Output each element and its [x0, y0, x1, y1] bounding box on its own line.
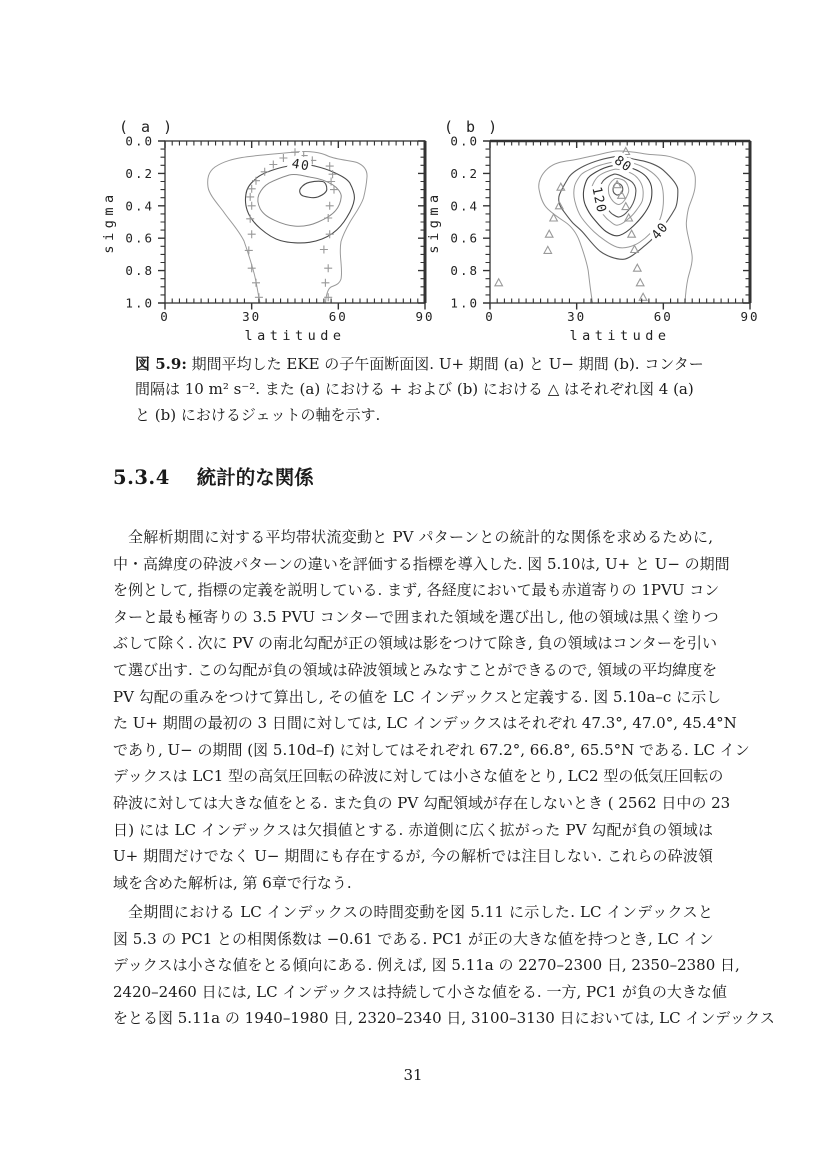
panel-b-svg — [420, 110, 765, 355]
caption-line: と (b) におけるジェットの軸を示す. — [135, 405, 381, 424]
contour-label-40: 40 — [290, 156, 312, 175]
panel-a-label: ( a ) — [119, 118, 175, 136]
y-tick: 0.2 — [450, 165, 479, 181]
text-line: デックスは LC1 型の高気圧回転の砕波に対しては小さな値をとり, LC2 型の低気圧回転の — [113, 767, 724, 786]
x-tick: 60 — [328, 309, 348, 324]
contour-plot-panel-a — [95, 110, 440, 355]
x-axis-label: latitude — [244, 328, 346, 344]
contour-label-40: 40 — [648, 219, 672, 243]
text-line: U+ 期間だけでなく U− 期間にも存在するが, 今の解析では注目しない. これらの砕波領 — [113, 847, 713, 866]
panel-b-contours — [539, 151, 696, 303]
text-line: デックスは小さな値をとる傾向にある. 例えば, 図 5.11a の 2270–2300 日, 2350–2380 日, — [113, 956, 740, 975]
text-line: 全解析期間に対する平均帯状流変動と PV パターンとの統計的な関係を求めるために, — [128, 528, 713, 546]
text-line: 域を含めた解析は, 第 6章で行なう. — [113, 873, 352, 892]
text-line: 砕波に対しては大きな値をとる. また負の PV 勾配領域が存在しないとき ( 2562 日中の 23 — [113, 793, 731, 812]
y-tick: 1.0 — [125, 295, 154, 311]
section-heading — [113, 462, 314, 490]
y-tick: 0.6 — [450, 230, 479, 246]
x-tick: 30 — [242, 309, 262, 324]
panel-b-tick-labels — [450, 134, 759, 325]
caption-text: 期間平均した EKE の子午面断面図. U+ 期間 (a) と U− 期間 (b). コンター — [191, 355, 704, 373]
y-axis-label: sigma — [101, 190, 117, 254]
text-line: であり, U− の期間 (図 5.10d–f) に対してはそれぞれ 67.2°, 66.8°, 65.5°N である. LC イン — [113, 740, 750, 759]
text-line: を例として, 指標の定義を説明している. まず, 各経度において最も赤道寄りの 1PVU コン — [113, 581, 720, 600]
text-line: 全期間における LC インデックスの時間変動を図 5.11 に示した. LC インデックスと — [128, 903, 713, 921]
x-tick: 90 — [415, 309, 435, 324]
y-tick: 1.0 — [450, 295, 479, 311]
text-line: PV 勾配の重みをつけて算出し, その値を LC インデックスと定義する. 図 5.10a–c に示し — [113, 687, 722, 706]
x-tick: 60 — [653, 309, 673, 324]
contour-plot-panel-b — [420, 110, 765, 355]
paragraph-2 — [113, 899, 775, 1032]
section-number: 5.3.4 — [113, 466, 170, 489]
y-tick: 0.0 — [125, 133, 154, 149]
panel-a-contours — [208, 151, 367, 303]
text-line: ぶして除く. 次に PV の南北勾配が正の領域は影をつけて除き, 負の領域はコンターを引い — [113, 634, 717, 653]
contour-line — [539, 151, 696, 303]
caption-label: 図 5.9: — [135, 355, 187, 373]
text-line: 日) には LC インデックスは欠損値とする. 赤道側に広く拡がった PV 勾配が負の領域は — [113, 820, 713, 839]
x-tick: 0 — [485, 309, 495, 324]
triangle-marker — [495, 148, 630, 286]
caption-line — [135, 352, 704, 377]
figure-caption — [135, 352, 704, 428]
y-tick: 0.2 — [125, 165, 154, 181]
panel-a-svg — [95, 110, 440, 355]
contour-line — [300, 181, 327, 197]
y-tick: 0.6 — [125, 230, 154, 246]
x-tick: 0 — [160, 309, 170, 324]
section-title: 統計的な関係 — [196, 466, 314, 489]
text-line: ターと最も極寄りの 3.5 PVU コンターで囲まれた領域を選び出し, 他の領域は黒く塗りつ — [113, 607, 719, 626]
x-tick: 30 — [567, 309, 587, 324]
y-tick: 0.4 — [125, 198, 154, 214]
y-tick: 0.0 — [450, 133, 479, 149]
plus-marker — [300, 152, 338, 302]
x-axis-label: latitude — [569, 328, 671, 344]
y-tick: 0.8 — [125, 263, 154, 279]
text-line: をとる図 5.11a の 1940–1980 日, 2320–2340 日, 3100–3130 日においては, LC インデックス — [113, 1009, 775, 1028]
contour-line — [245, 164, 354, 242]
y-axis-label: sigma — [426, 190, 442, 254]
page-number: 31 — [403, 1066, 423, 1084]
contour-label-120: 120 — [588, 185, 609, 215]
x-tick: 90 — [740, 309, 760, 324]
text-line: 2420–2460 日には, LC インデックスは持続して小さな値をる. 一方, PC1 が負の大きな値 — [113, 982, 727, 1001]
y-tick: 0.8 — [450, 263, 479, 279]
paragraph-1 — [113, 524, 750, 896]
text-line: て選び出す. この勾配が負の領域は砕波領域とみなすことができるので, 領域の平均緯度を — [113, 660, 718, 679]
text-line: 中・高緯度の砕波パターンの違いを評価する指標を導入した. 図 5.10は, U+ と U− の期間 — [113, 554, 730, 573]
panel-a-tick-labels — [125, 134, 434, 325]
contour-label-80: 80 — [611, 153, 635, 176]
panel-b-label: ( b ) — [444, 118, 500, 136]
text-line: た U+ 期間の最初の 3 日間に対しては, LC インデックスはそれぞれ 47.3°, 47.0°, 45.4°N — [113, 714, 737, 733]
caption-line: 間隔は 10 m² s⁻². また (a) における + および (b) における △ はそれぞれ図 4 (a) — [135, 380, 694, 399]
contour-line — [208, 151, 367, 303]
y-tick: 0.4 — [450, 198, 479, 214]
text-line: 図 5.3 の PC1 との相関係数は −0.61 である. PC1 が正の大きな値を持つとき, LC イン — [113, 929, 714, 948]
